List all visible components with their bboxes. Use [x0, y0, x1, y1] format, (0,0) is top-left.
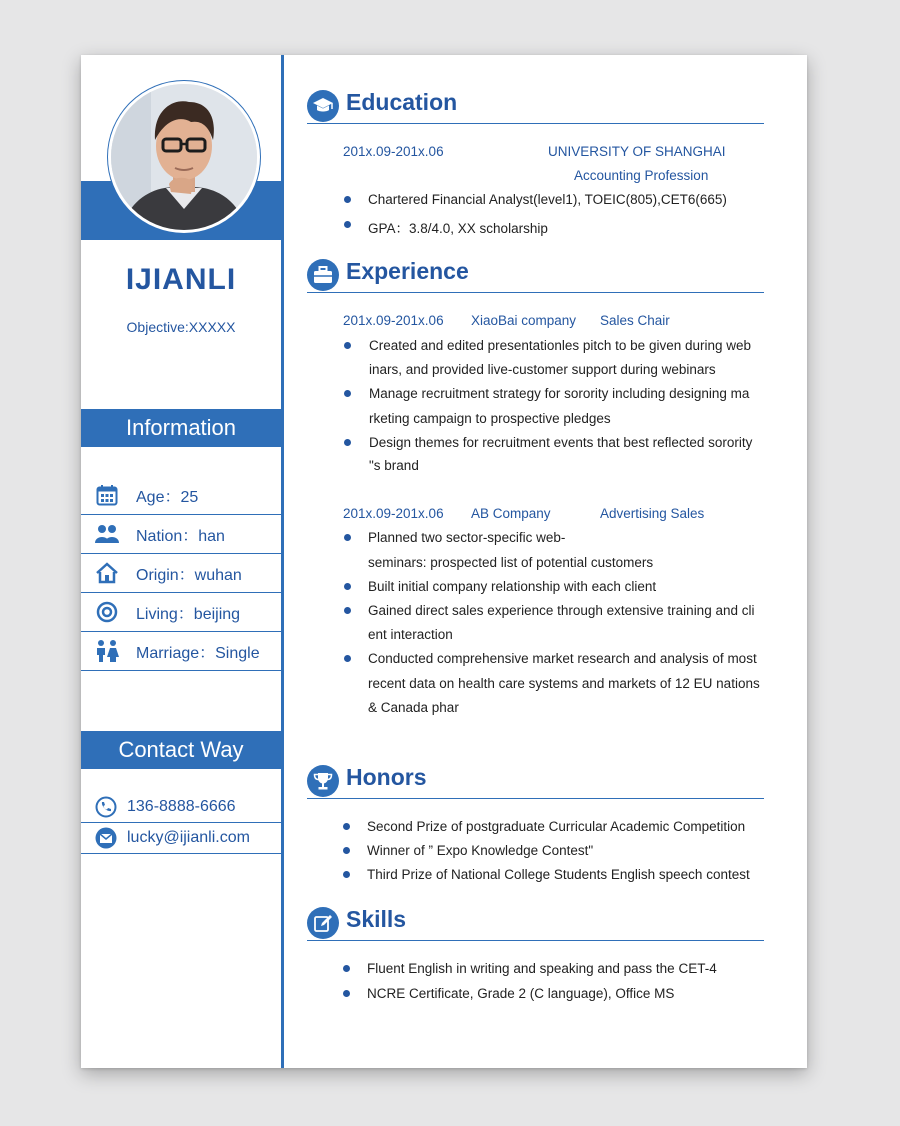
education-section-header — [307, 83, 764, 124]
job-line: inars, and provided live-customer support during webinars — [369, 362, 716, 377]
job-line: Planned two sector-specific web- — [368, 530, 566, 545]
resume-page — [81, 55, 807, 1068]
sidebar — [81, 55, 284, 1068]
job-line: Built initial company relationship with each client — [368, 579, 657, 594]
contact-row-email — [81, 823, 281, 854]
avatar — [108, 81, 260, 233]
skills-section-header — [307, 900, 764, 941]
home-icon — [95, 561, 119, 585]
bullet — [344, 342, 351, 349]
job-company: AB Company — [471, 506, 551, 521]
bullet — [343, 990, 350, 997]
honor-item: Winner of ” Expo Knowledge Contest" — [367, 843, 594, 858]
info-row-origin — [81, 554, 281, 593]
experience-section-header — [307, 252, 764, 293]
bullet — [344, 439, 351, 446]
email-address[interactable]: lucky@ijianli.com — [127, 829, 250, 846]
candidate-name: IJIANLI — [125, 263, 237, 296]
education-title: Education — [346, 89, 458, 115]
bullet — [344, 607, 351, 614]
bullet — [344, 534, 351, 541]
trophy-icon — [307, 765, 339, 797]
info-row-marriage — [81, 632, 281, 671]
phone-number[interactable]: 136-8888-6666 — [127, 798, 236, 815]
honor-item: Second Prize of postgraduate Curricular Academic Competition — [367, 819, 746, 834]
phone-icon — [95, 796, 117, 818]
location-pin-icon — [95, 600, 119, 624]
email-icon — [95, 827, 117, 849]
job-line: seminars: prospected list of potential customers — [368, 555, 654, 570]
info-origin: Origin：wuhan — [136, 566, 242, 584]
skills-title: Skills — [346, 906, 407, 932]
job-line: rketing campaign to prospective pledges — [369, 411, 611, 426]
couple-icon — [95, 639, 119, 663]
job-line: Conducted comprehensive market research and analysis of most — [368, 651, 757, 666]
bullet — [344, 655, 351, 662]
graduation-cap-icon — [307, 90, 339, 122]
education-item: Chartered Financial Analyst(level1), TOEIC(805),CET6(665) — [368, 192, 727, 207]
job-company: XiaoBai company — [471, 313, 577, 328]
calendar-icon — [95, 483, 119, 507]
job-role: Sales Chair — [600, 313, 670, 328]
info-row-age — [81, 476, 281, 515]
bullet — [344, 390, 351, 397]
job-line: "s brand — [369, 458, 419, 473]
honors-title: Honors — [346, 764, 427, 790]
people-icon — [95, 522, 119, 546]
bullet — [343, 965, 350, 972]
bullet — [343, 847, 350, 854]
main-content — [307, 55, 767, 1068]
education-school: UNIVERSITY OF SHANGHAI — [548, 144, 726, 159]
job-date: 201x.09-201x.06 — [343, 313, 444, 328]
info-row-living — [81, 593, 281, 632]
skill-item: Fluent English in writing and speaking and pass the CET-4 — [367, 961, 717, 976]
job-role: Advertising Sales — [600, 506, 705, 521]
skill-item: NCRE Certificate, Grade 2 (C language), Office MS — [367, 986, 675, 1001]
contact-header: Contact Way — [81, 731, 281, 769]
pencil-edit-icon — [307, 907, 339, 939]
information-header: Information — [81, 409, 281, 447]
job-line: recent data on health care systems and markets of 12 EU nations — [368, 676, 760, 691]
education-item: GPA：3.8/4.0, XX scholarship — [368, 221, 548, 236]
job-line: Gained direct sales experience through extensive training and cli — [368, 603, 755, 618]
info-age: Age：25 — [136, 488, 199, 506]
info-living: Living：beijing — [136, 605, 241, 623]
job-line: Design themes for recruitment events that best reflected sorority — [369, 435, 753, 450]
job-line: & Canada phar — [368, 700, 459, 715]
job-date: 201x.09-201x.06 — [343, 506, 444, 521]
info-marriage: Marriage：Single — [136, 644, 260, 662]
objective-text: Objective:XXXXX — [126, 319, 236, 335]
job-line: Manage recruitment strategy for sorority including designing ma — [369, 386, 750, 401]
job-line: Created and edited presentationles pitch to be given during web — [369, 338, 752, 353]
briefcase-icon — [307, 259, 339, 291]
honor-item: Third Prize of National College Students English speech contest — [367, 867, 750, 882]
job-line: ent interaction — [368, 627, 453, 642]
bullet — [343, 871, 350, 878]
bullet — [344, 583, 351, 590]
bullet — [343, 823, 350, 830]
bullet — [344, 196, 351, 203]
bullet — [344, 221, 351, 228]
honors-section-header — [307, 758, 764, 799]
info-row-nation — [81, 515, 281, 554]
education-major: Accounting Profession — [574, 168, 709, 183]
education-date: 201x.09-201x.06 — [343, 144, 444, 159]
contact-row-phone — [81, 792, 281, 823]
info-nation: Nation：han — [136, 527, 225, 545]
experience-title: Experience — [346, 258, 469, 284]
